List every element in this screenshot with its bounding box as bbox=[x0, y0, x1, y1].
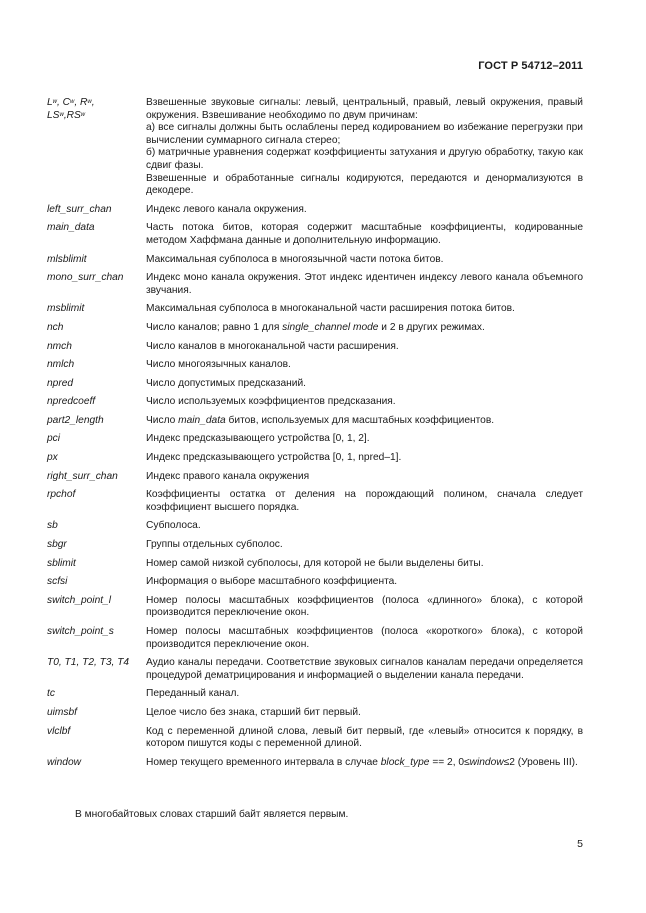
term-text: part2_length bbox=[47, 414, 104, 426]
definition-row bbox=[47, 204, 583, 217]
definition-text bbox=[146, 396, 583, 409]
definition-row bbox=[47, 254, 583, 267]
definition-line: Код с переменной длиной слова, левый бит первый, где «левый» относится к порядку, в котором пишутся коды с переменной длиной. bbox=[146, 725, 583, 750]
definition-row bbox=[47, 396, 583, 409]
inline-term: single_channel mode bbox=[282, 321, 379, 333]
definition-line: Максимальная субполоса в многоканальной части расширения потока битов. bbox=[146, 303, 515, 315]
definition-text bbox=[146, 341, 583, 354]
term-text: scfsi bbox=[47, 576, 68, 588]
definition-text bbox=[146, 415, 583, 428]
term-text: switch_point_s bbox=[47, 626, 114, 637]
definition-term bbox=[47, 415, 146, 428]
definition-row bbox=[47, 707, 583, 720]
definition-line bbox=[146, 322, 583, 335]
term-text: sblimit bbox=[47, 557, 76, 569]
definition-term bbox=[47, 272, 146, 297]
definition-term bbox=[47, 558, 146, 571]
term-text: , C bbox=[57, 97, 71, 108]
definition-line: Коэффициенты остатка от деления на порождающий полином, сначала следует коэффициент высшего порядка. bbox=[146, 489, 583, 513]
definition-term bbox=[47, 97, 146, 198]
definition-line: Число каналов в многоканальной части расширения. bbox=[146, 340, 399, 352]
definitions-list bbox=[47, 97, 583, 775]
definition-text bbox=[146, 489, 583, 514]
term-text: npredcoeff bbox=[47, 396, 96, 408]
inline-text: Номер текущего временного интервала в случае bbox=[146, 756, 381, 768]
definition-term bbox=[47, 626, 146, 651]
definition-text bbox=[146, 558, 583, 571]
term-text: main_data bbox=[47, 222, 95, 234]
definition-line bbox=[146, 415, 583, 428]
inline-text: и 2 в других режимах. bbox=[378, 321, 485, 333]
definition-row bbox=[47, 322, 583, 335]
term-text: , bbox=[91, 97, 95, 108]
inline-term: window bbox=[469, 756, 504, 768]
definition-row bbox=[47, 341, 583, 354]
footnote-text: В многобайтовых словах старший байт является первым. bbox=[75, 809, 349, 820]
definition-row bbox=[47, 726, 583, 751]
definition-text bbox=[146, 359, 583, 372]
definition-text bbox=[146, 688, 583, 701]
definition-text bbox=[146, 576, 583, 589]
term-superscript: w bbox=[87, 99, 92, 105]
definition-line: а) все сигналы должны быть ослаблены перед кодированием во избежание перегрузки при вычислении суммарного сигнала стерео; bbox=[146, 122, 583, 146]
definition-row bbox=[47, 471, 583, 484]
definition-row bbox=[47, 576, 583, 589]
definition-term bbox=[47, 222, 146, 247]
definition-text bbox=[146, 707, 583, 720]
definition-term bbox=[47, 378, 146, 391]
definition-text bbox=[146, 626, 583, 651]
definition-line: Число используемых коэффициентов предсказания. bbox=[146, 396, 396, 408]
definition-text bbox=[146, 726, 583, 751]
definition-row bbox=[47, 757, 583, 770]
definition-row bbox=[47, 558, 583, 571]
definition-text bbox=[146, 471, 583, 484]
definition-term bbox=[47, 757, 146, 770]
term-text: tc bbox=[47, 688, 55, 700]
definition-line: Переданный канал. bbox=[146, 688, 240, 700]
definition-line: Субполоса. bbox=[146, 520, 201, 532]
definition-term bbox=[47, 322, 146, 335]
definition-term bbox=[47, 204, 146, 217]
definition-line: Информация о выборе масштабного коэффициента. bbox=[146, 576, 398, 588]
inline-term: block_type bbox=[380, 756, 430, 768]
term-text: sbgr bbox=[47, 539, 67, 551]
inline-term: main_data bbox=[178, 414, 226, 426]
definition-term bbox=[47, 341, 146, 354]
term-text: ,RS bbox=[63, 109, 81, 121]
definition-term bbox=[47, 707, 146, 720]
definition-text bbox=[146, 539, 583, 552]
definition-line: Индекс правого канала окружения bbox=[146, 470, 310, 482]
term-text: pci bbox=[47, 433, 61, 445]
definition-row bbox=[47, 657, 583, 682]
definition-text bbox=[146, 595, 583, 620]
term-text: right_surr_chan bbox=[47, 470, 118, 482]
definition-term bbox=[47, 726, 146, 751]
definition-text bbox=[146, 97, 583, 198]
term-text: nmch bbox=[47, 340, 72, 352]
term-text: nch bbox=[47, 321, 64, 333]
definition-row bbox=[47, 97, 583, 198]
definition-line: Номер полосы масштабных коэффициентов (полоса «короткого» блока), с которой производится переключение окон. bbox=[146, 626, 583, 650]
definition-text bbox=[146, 303, 583, 316]
definition-row bbox=[47, 272, 583, 297]
term-superscript: w bbox=[59, 111, 64, 118]
definition-term bbox=[47, 657, 146, 682]
definition-text bbox=[146, 204, 583, 217]
term-text: left_surr_chan bbox=[47, 203, 112, 215]
term-text: rpchof bbox=[47, 489, 76, 501]
term-text: LS bbox=[47, 109, 60, 121]
term-text: npred bbox=[47, 377, 74, 389]
definition-line bbox=[146, 757, 583, 770]
definition-row bbox=[47, 378, 583, 391]
inline-text: == 2, 0≤ bbox=[429, 756, 470, 768]
definition-row bbox=[47, 688, 583, 701]
definition-line: Максимальная субполоса в многоязычной части потока битов. bbox=[146, 253, 444, 265]
definition-row bbox=[47, 415, 583, 428]
page-number: 5 bbox=[577, 838, 583, 850]
term-text: T0, T1, T2, T3, T4 bbox=[47, 657, 130, 669]
definition-term bbox=[47, 539, 146, 552]
definition-line: Аудио каналы передачи. Соответствие звуковых сигналов каналам передачи определяется процедурой дематрицирования и информацией о выделении канала передачи. bbox=[146, 657, 583, 681]
definition-term bbox=[47, 520, 146, 533]
term-text: nmlch bbox=[47, 359, 75, 371]
definition-term bbox=[47, 595, 146, 620]
term-text: uimsbf bbox=[47, 706, 78, 718]
definition-line: Число допустимых предсказаний. bbox=[146, 377, 307, 389]
inline-text: ≤2 (Уровень III). bbox=[503, 756, 578, 768]
definition-line: б) матричные уравнения содержат коэффициенты затухания и другую обработку, такую как сдвиг фазы. bbox=[146, 147, 583, 171]
term-text: msblimit bbox=[47, 303, 85, 315]
inline-text: битов, используемых для масштабных коэффициентов. bbox=[225, 414, 495, 426]
definition-line: Индекс предсказывающего устройства [0, 1, npred–1]. bbox=[146, 452, 402, 464]
definition-text bbox=[146, 757, 583, 770]
definition-row bbox=[47, 452, 583, 465]
definition-row bbox=[47, 359, 583, 372]
definition-line: Целое число без знака, старший бит первый. bbox=[146, 706, 361, 718]
term-text: px bbox=[47, 452, 58, 464]
term-text: window bbox=[47, 756, 81, 768]
definition-text bbox=[146, 378, 583, 391]
definition-term bbox=[47, 303, 146, 316]
definition-line: Число многоязычных каналов. bbox=[146, 359, 291, 371]
term-superscript: w bbox=[52, 99, 58, 105]
definition-line: Номер полосы масштабных коэффициентов (полоса «длинного» блока), с которой производится переключение окон. bbox=[146, 594, 583, 619]
term-superscript: w bbox=[70, 99, 75, 105]
definition-term bbox=[47, 576, 146, 589]
definition-term bbox=[47, 471, 146, 484]
term-superscript: w bbox=[80, 111, 86, 118]
definition-row bbox=[47, 489, 583, 514]
definition-term bbox=[47, 359, 146, 372]
definition-line: Индекс предсказывающего устройства [0, 1, 2]. bbox=[146, 433, 370, 445]
definition-text bbox=[146, 433, 583, 446]
definition-text bbox=[146, 272, 583, 297]
definition-row bbox=[47, 520, 583, 533]
definition-text bbox=[146, 452, 583, 465]
inline-text: Число каналов; равно 1 для bbox=[146, 321, 283, 333]
term-text: switch_point_l bbox=[47, 594, 111, 606]
term-text: vlclbf bbox=[47, 725, 71, 737]
definition-term bbox=[47, 396, 146, 409]
definition-text bbox=[146, 254, 583, 267]
definition-term bbox=[47, 688, 146, 701]
term-text: mlsblimit bbox=[47, 253, 87, 265]
definition-line: Взвешенные и обработанные сигналы кодируются, передаются и денормализуются в декодере. bbox=[146, 172, 583, 197]
term-text: sb bbox=[47, 520, 58, 532]
definition-term bbox=[47, 452, 146, 465]
definition-line: Часть потока битов, которая содержит масштабные коэффициенты, кодированные методом Хаффмана данные и дополнительную информацию. bbox=[146, 222, 583, 246]
definition-text bbox=[146, 222, 583, 247]
definition-row bbox=[47, 222, 583, 247]
definition-line: Взвешенные звуковые сигналы: левый, центральный, правый, левый окружения, правый окружения. Взвешивание необходимо по двум причинам: bbox=[146, 97, 583, 121]
term-text: , R bbox=[74, 97, 88, 108]
definition-line: Группы отдельных субполос. bbox=[146, 539, 283, 551]
definition-row bbox=[47, 303, 583, 316]
definition-row bbox=[47, 626, 583, 651]
standard-header: ГОСТ Р 54712–2011 bbox=[478, 60, 583, 72]
definition-text bbox=[146, 322, 583, 335]
term-text: L bbox=[47, 97, 53, 108]
inline-text: Число bbox=[146, 414, 179, 426]
term-text: mono_surr_chan bbox=[47, 272, 124, 284]
definition-text bbox=[146, 520, 583, 533]
definition-text bbox=[146, 657, 583, 682]
definition-line: Индекс моно канала окружения. Этот индекс идентичен индексу левого канала объемного звучания. bbox=[146, 272, 583, 296]
definition-row bbox=[47, 595, 583, 620]
definition-row bbox=[47, 433, 583, 446]
definition-term bbox=[47, 489, 146, 514]
definition-term bbox=[47, 254, 146, 267]
definition-row bbox=[47, 539, 583, 552]
definition-line: Индекс левого канала окружения. bbox=[146, 203, 307, 215]
definition-term bbox=[47, 433, 146, 446]
definition-line: Номер самой низкой субполосы, для которой не были выделены биты. bbox=[146, 557, 484, 569]
